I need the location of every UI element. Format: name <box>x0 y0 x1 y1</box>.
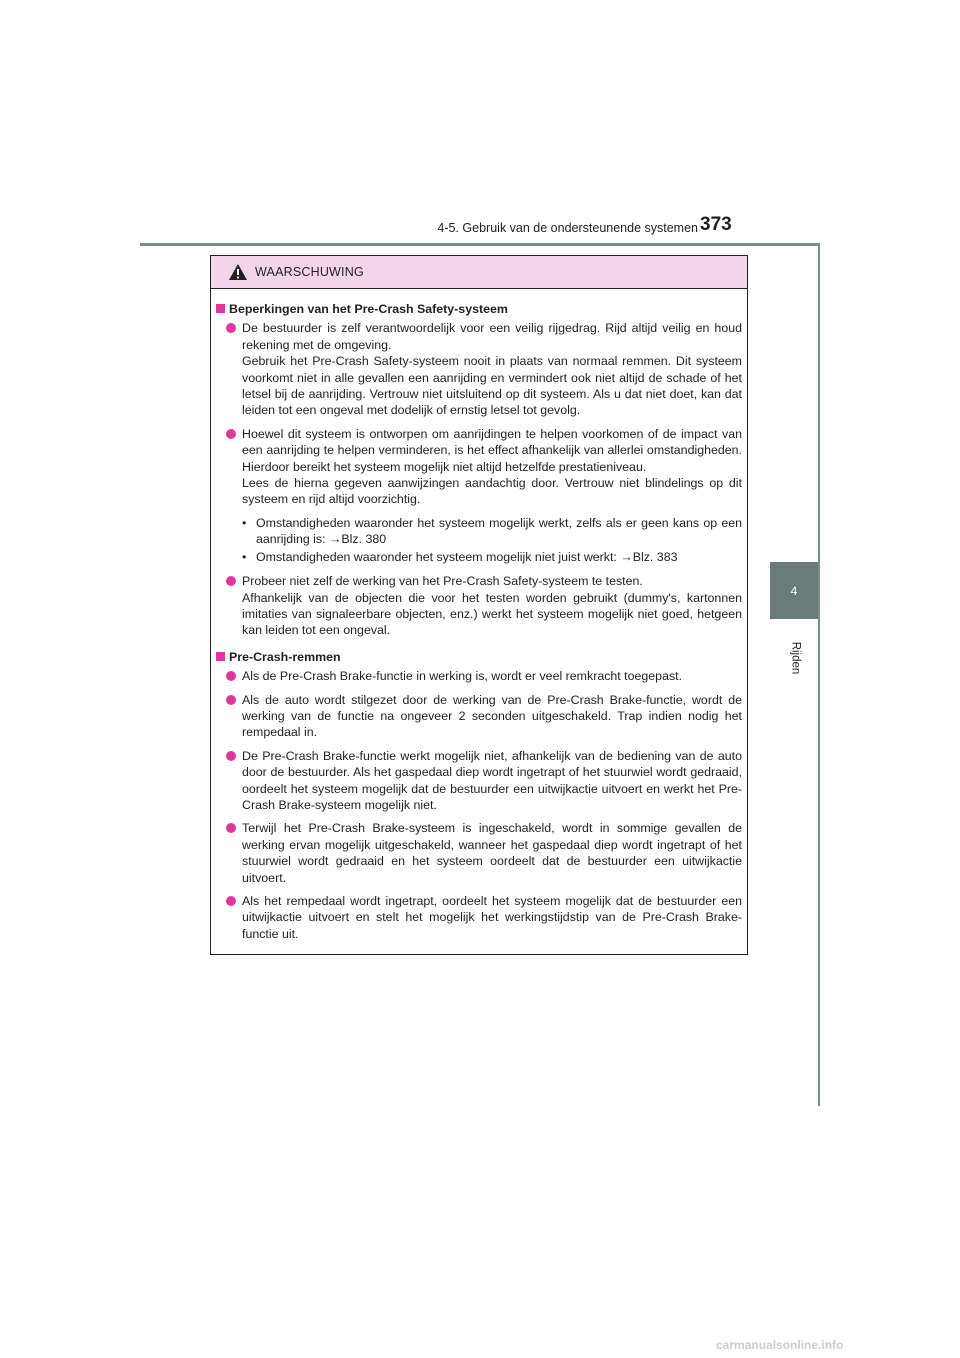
sub-list-text: Omstandigheden waaronder het systeem mogelijk werkt, zelfs als er geen kans op een aanrijding is: →Blz. 380 <box>256 515 742 547</box>
list-item <box>216 426 742 566</box>
chapter-number: 4 <box>790 583 798 598</box>
list-item-text <box>242 573 742 639</box>
side-rule <box>818 246 820 1106</box>
watermark: carmanualsonline.info <box>716 1338 844 1352</box>
circle-bullet-icon <box>226 896 236 906</box>
paragraph: Hoewel dit systeem is ontworpen om aanrijdingen te helpen voorkomen of de impact van een aanrijding te helpen verminderen, is het effect afhankelijk van allerlei omstandigheden. Hierdoor bereikt het systeem mogelijk niet altijd hetzelfde prestatieniveau. <box>242 426 742 474</box>
chapter-label <box>773 640 817 676</box>
section-title: 4-5. Gebruik van de ondersteunende systemen <box>437 221 698 235</box>
square-bullet-icon <box>216 304 225 313</box>
circle-bullet-icon <box>226 751 236 761</box>
paragraph: De Pre-Crash Brake-functie werkt mogelijk niet, afhankelijk van de bediening van de auto door de bestuurder. Als het gaspedaal diep wordt ingetrapt of het stuurwiel wordt gedraaid, oordeelt het systeem mogelijk dat de bestuurder een uitwijkactie uitvoert en werkt het Pre-Crash Brake-systeem mogelijk niet. <box>242 748 742 812</box>
warning-triangle-icon <box>228 263 248 281</box>
warning-box <box>210 255 748 955</box>
header-rule <box>140 243 820 246</box>
warning-body <box>211 289 747 942</box>
chapter-tab <box>770 562 818 619</box>
circle-bullet-icon <box>226 695 236 705</box>
list-item-text <box>242 692 742 741</box>
warning-title: WAARSCHUWING <box>255 265 364 279</box>
list-item-text <box>242 426 742 566</box>
list-item-text <box>242 893 742 942</box>
small-dot-icon: • <box>242 549 247 564</box>
sub-list-item <box>242 549 742 565</box>
section-heading <box>216 649 742 665</box>
circle-bullet-icon <box>226 671 236 681</box>
paragraph: Probeer niet zelf de werking van het Pre-Crash Safety-systeem te testen. <box>242 574 643 589</box>
paragraph: De bestuurder is zelf verantwoordelijk voor een veilig rijgedrag. Rijd altijd veilig en houd rekening met de omgeving. <box>242 321 742 352</box>
list-item-text <box>242 820 742 886</box>
list-item-text <box>242 320 742 418</box>
sub-list <box>216 515 742 565</box>
sub-list-text: Omstandigheden waaronder het systeem mogelijk niet juist werkt: →Blz. 383 <box>256 549 678 564</box>
list-item <box>216 820 742 886</box>
paragraph: Afhankelijk van de objecten die voor het testen worden gebruikt (dummy's, kartonnen imitaties van signaleerbare objecten, enz.) werkt het systeem mogelijk niet goed, hetgeen kan leiden tot een ongeval. <box>242 590 742 638</box>
small-dot-icon: • <box>242 515 247 530</box>
sub-list-item <box>242 515 742 548</box>
paragraph: Als de Pre-Crash Brake-functie in werking is, wordt er veel remkracht toegepast. <box>242 669 683 684</box>
paragraph: Gebruik het Pre-Crash Safety-systeem nooit in plaats van normaal remmen. Dit systeem voorkomt niet in alle gevallen een aanrijding en vermindert ook niet altijd de schade of het letsel bij de aanrijding. Vertrouw niet uitsluitend op dit systeem. Als u dat niet doet, kan dat leiden tot een ongeval met dodelijk of ernstig letsel tot gevolg. <box>242 354 742 418</box>
circle-bullet-icon <box>226 323 236 333</box>
section-heading-text: Beperkingen van het Pre-Crash Safety-systeem <box>229 302 508 316</box>
section-heading <box>216 301 742 317</box>
warning-header <box>211 256 747 289</box>
list-item-text <box>242 668 742 684</box>
paragraph: Als de auto wordt stilgezet door de werking van de Pre-Crash Brake-functie, wordt de werking van de functie na ongeveer 2 seconden uitgeschakeld. Trap indien nodig het rempedaal in. <box>242 692 742 740</box>
paragraph: Lees de hierna gegeven aanwijzingen aandachtig door. Vertrouw niet blindelings op dit systeem en rijd altijd voorzichtig. <box>242 476 742 507</box>
chapter-label-text: Rijden <box>788 641 801 675</box>
circle-bullet-icon <box>226 429 236 439</box>
list-item <box>216 748 742 814</box>
section-heading-text: Pre-Crash-remmen <box>229 649 341 664</box>
page-number: 373 <box>700 214 732 235</box>
list-item <box>216 893 742 942</box>
square-bullet-icon <box>216 652 225 661</box>
paragraph: Als het rempedaal wordt ingetrapt, oordeelt het systeem mogelijk dat de bestuurder een uitwijkactie uitvoert en stelt het mogelijk het werkingstijdstip van de Pre-Crash Brake-functie uit. <box>242 894 742 941</box>
list-item <box>216 320 742 418</box>
list-item <box>216 692 742 741</box>
list-item <box>216 668 742 684</box>
circle-bullet-icon <box>226 823 236 833</box>
list-item <box>216 573 742 639</box>
paragraph: Terwijl het Pre-Crash Brake-systeem is ingeschakeld, wordt in sommige gevallen de werking ervan mogelijk uitgeschakeld, wanneer het gaspedaal diep wordt ingetrapt of het stuurwiel wordt gedraaid en het systeem oordeelt dat de bestuurder een uitwijkactie uitvoert. <box>242 821 742 885</box>
circle-bullet-icon <box>226 576 236 586</box>
list-item-text <box>242 748 742 814</box>
